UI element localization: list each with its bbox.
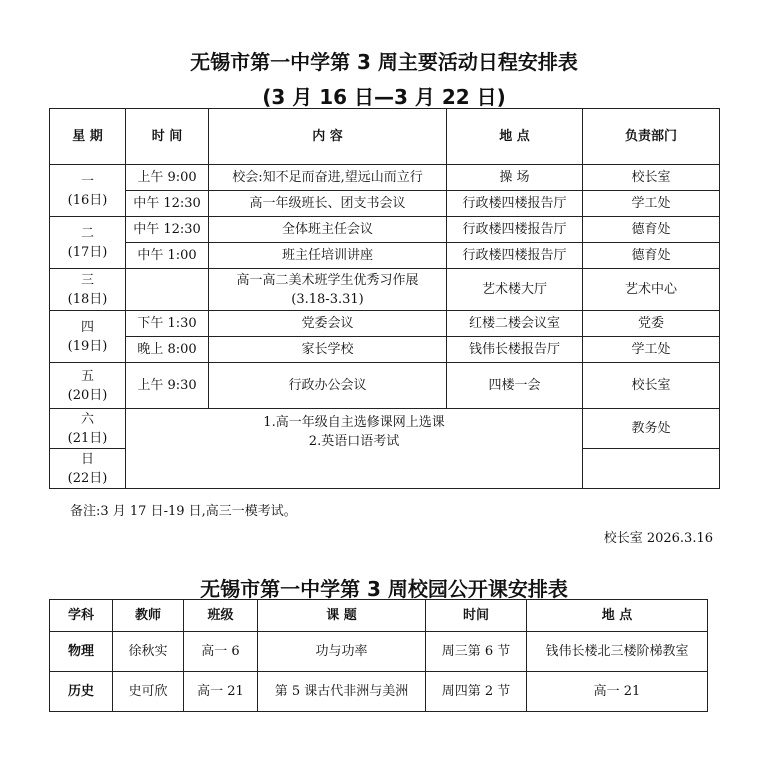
weekday-name: 二	[80, 225, 94, 241]
time-cell: 晚上 8:00	[126, 337, 209, 363]
weekday-date: (17日)	[67, 244, 108, 260]
table-row	[50, 409, 720, 449]
place-cell: 高一 21	[527, 672, 708, 712]
weekday-date: (19日)	[67, 338, 108, 354]
subject-cell: 物理	[50, 632, 113, 672]
header-dept: 负责部门	[583, 109, 720, 165]
class-cell: 高一 21	[184, 672, 258, 712]
courses-table	[49, 599, 708, 712]
weekday-cell	[50, 269, 126, 311]
place-cell: 行政楼四楼报告厅	[447, 191, 583, 217]
table-row	[50, 311, 720, 337]
schedule-header-row	[50, 109, 720, 165]
schedule-date-range: (3 月 16 日—3 月 22 日)	[262, 85, 506, 109]
subject-cell: 历史	[50, 672, 113, 712]
content-cell: 行政办公会议	[209, 363, 447, 409]
topic-cell: 功与功率	[258, 632, 426, 672]
header-time: 时间	[426, 600, 527, 632]
table-row	[50, 337, 720, 363]
courses-header-row	[50, 600, 708, 632]
table-row	[50, 363, 720, 409]
time-cell: 上午 9:30	[126, 363, 209, 409]
schedule-note: 备注:3 月 17 日-19 日,高三一模考试。	[70, 504, 297, 519]
table-row	[50, 217, 720, 243]
courses-title: 无锡市第一中学第 3 周校园公开课安排表	[200, 577, 568, 601]
content-line: 2.英语口语考试	[308, 434, 400, 449]
header-class: 班级	[184, 600, 258, 632]
weekday-cell	[50, 363, 126, 409]
weekday-date: (20日)	[67, 387, 108, 403]
table-row	[50, 191, 720, 217]
weekday-name: 日	[80, 451, 94, 467]
dept-cell: 德育处	[583, 217, 720, 243]
weekday-name: 三	[80, 272, 94, 288]
header-teacher: 教师	[113, 600, 184, 632]
schedule-title: 无锡市第一中学第 3 周主要活动日程安排表	[190, 50, 578, 74]
header-subject: 学科	[50, 600, 113, 632]
place-cell: 红楼二楼会议室	[447, 311, 583, 337]
dept-cell	[583, 449, 720, 489]
weekday-cell	[50, 449, 126, 489]
dept-cell: 教务处	[583, 409, 720, 449]
header-place: 地 点	[527, 600, 708, 632]
weekday-date: (22日)	[67, 470, 108, 486]
content-cell	[209, 269, 447, 311]
place-cell: 操 场	[447, 165, 583, 191]
merged-content-cell	[126, 409, 583, 489]
weekday-name: 一	[80, 173, 94, 189]
content-cell: 党委会议	[209, 311, 447, 337]
weekday-cell	[50, 165, 126, 217]
dept-cell: 德育处	[583, 243, 720, 269]
schedule-table	[49, 108, 720, 489]
time-cell: 上午 9:00	[126, 165, 209, 191]
content-line: 高一高二美术班学生优秀习作展	[236, 272, 419, 288]
header-time: 时 间	[126, 109, 209, 165]
dept-cell: 校长室	[583, 363, 720, 409]
place-cell: 行政楼四楼报告厅	[447, 243, 583, 269]
header-topic: 课 题	[258, 600, 426, 632]
class-cell: 高一 6	[184, 632, 258, 672]
topic-cell: 第 5 课古代非洲与美洲	[258, 672, 426, 712]
dept-cell: 校长室	[583, 165, 720, 191]
time-cell: 中午 12:30	[126, 191, 209, 217]
content-cell: 家长学校	[209, 337, 447, 363]
content-line: 1.高一年级自主选修课网上选课	[263, 415, 445, 430]
dept-cell: 学工处	[583, 191, 720, 217]
weekday-date: (16日)	[67, 192, 108, 208]
dept-cell: 学工处	[583, 337, 720, 363]
time-cell: 中午 1:00	[126, 243, 209, 269]
weekday-date: (21日)	[67, 430, 108, 446]
content-line: (3.18-3.31)	[291, 291, 364, 307]
place-cell: 艺术楼大厅	[447, 269, 583, 311]
weekday-name: 四	[80, 319, 94, 335]
table-row	[50, 672, 708, 712]
time-cell: 下午 1:30	[126, 311, 209, 337]
time-cell	[126, 269, 209, 311]
table-row	[50, 243, 720, 269]
dept-cell: 艺术中心	[583, 269, 720, 311]
table-row	[50, 269, 720, 311]
weekday-name: 六	[80, 411, 94, 427]
header-place: 地 点	[447, 109, 583, 165]
weekday-cell	[50, 217, 126, 269]
place-cell: 钱伟长楼报告厅	[447, 337, 583, 363]
teacher-cell: 徐秋实	[113, 632, 184, 672]
weekday-date: (18日)	[67, 291, 108, 307]
place-cell: 行政楼四楼报告厅	[447, 217, 583, 243]
teacher-cell: 史可欣	[113, 672, 184, 712]
content-cell: 全体班主任会议	[209, 217, 447, 243]
table-row	[50, 632, 708, 672]
place-cell: 四楼一会	[447, 363, 583, 409]
weekday-cell	[50, 311, 126, 363]
content-cell: 班主任培训讲座	[209, 243, 447, 269]
signature: 校长室 2026.3.16	[603, 531, 713, 546]
table-row	[50, 165, 720, 191]
header-weekday: 星 期	[50, 109, 126, 165]
time-cell: 中午 12:30	[126, 217, 209, 243]
dept-cell: 党委	[583, 311, 720, 337]
header-content: 内 容	[209, 109, 447, 165]
time-cell: 周四第 2 节	[426, 672, 527, 712]
place-cell: 钱伟长楼北三楼阶梯教室	[527, 632, 708, 672]
content-cell: 高一年级班长、团支书会议	[209, 191, 447, 217]
time-cell: 周三第 6 节	[426, 632, 527, 672]
content-cell: 校会:知不足而奋进,望远山而立行	[209, 165, 447, 191]
weekday-cell	[50, 409, 126, 449]
weekday-name: 五	[80, 368, 94, 384]
